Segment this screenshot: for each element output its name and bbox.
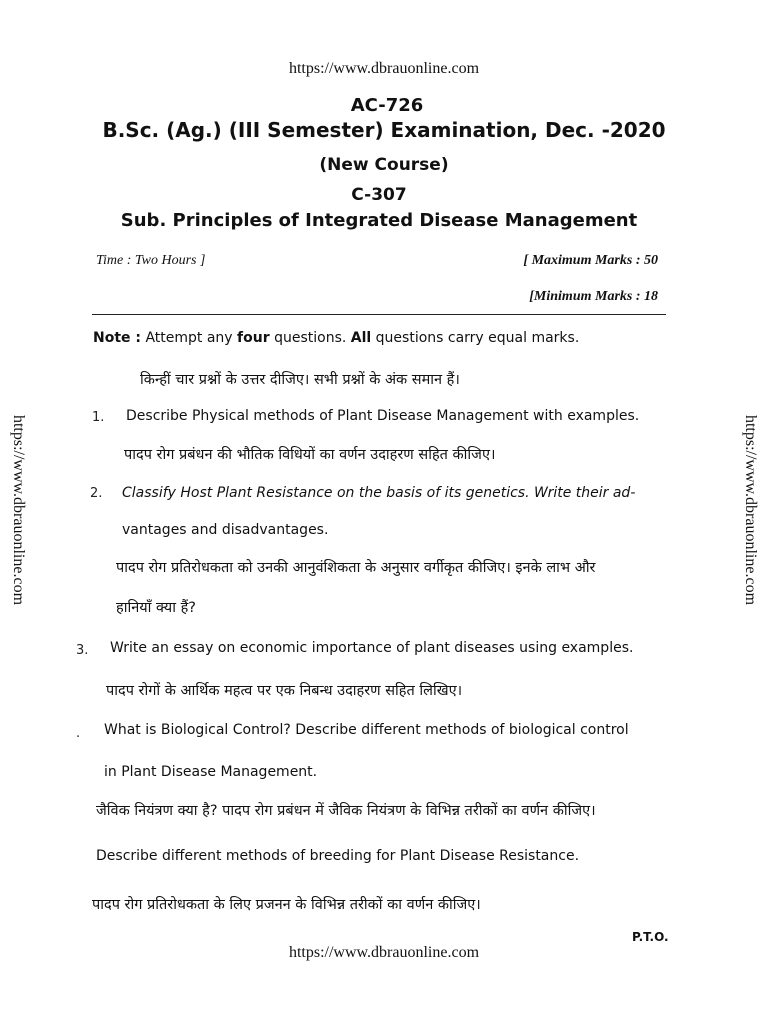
- q2-number: 2.: [90, 486, 103, 501]
- q4-english-line2: in Plant Disease Management.: [104, 764, 318, 780]
- watermark-right: https://www.dbrauonline.com: [742, 414, 759, 606]
- time-allowed: Time : Two Hours ]: [96, 253, 206, 268]
- watermark-left: https://www.dbrauonline.com: [10, 414, 27, 606]
- paper-number: C-307: [351, 185, 407, 205]
- q4-english-line1: What is Biological Control? Describe different methods of biological control: [104, 722, 629, 738]
- q1-hindi: पादप रोग प्रबंधन की भौतिक विधियों का वर्णन उदाहरण सहित कीजिए।: [124, 447, 496, 463]
- exam-title: B.Sc. (Ag.) (III Semester) Examination, Dec. -2020: [102, 118, 666, 142]
- q2-hindi-line1: पादप रोग प्रतिरोधकता को उनकी आनुवंशिकता के अनुसार वर्गीकृत कीजिए। इनके लाभ और: [116, 560, 596, 576]
- q2-english-line2: vantages and disadvantages.: [122, 522, 329, 538]
- watermark-bottom: https://www.dbrauonline.com: [288, 944, 480, 961]
- header-divider: [92, 314, 666, 315]
- paper-code: AC-726: [350, 95, 424, 116]
- minimum-marks: [Minimum Marks : 18: [529, 289, 658, 304]
- q3-number: 3.: [76, 643, 89, 658]
- q5-english: Describe different methods of breeding for Plant Disease Resistance.: [96, 848, 580, 864]
- maximum-marks: [ Maximum Marks : 50: [523, 253, 658, 268]
- q3-english: Write an essay on economic importance of plant diseases using examples.: [110, 640, 634, 656]
- note-english: [93, 330, 579, 346]
- q4-number: .: [76, 726, 81, 741]
- q3-hindi: पादप रोगों के आर्थिक महत्व पर एक निबन्ध उदाहरण सहित लिखिए।: [106, 683, 463, 699]
- pto-marker: P.T.O.: [632, 930, 669, 944]
- q4-hindi: जैविक नियंत्रण क्या है? पादप रोग प्रबंधन में जैविक नियंत्रण के विभिन्न तरीकों का वर्णन कीजिए।: [96, 803, 596, 819]
- course-type: (New Course): [319, 155, 449, 175]
- note-word-four: four: [237, 330, 270, 346]
- q1-english: Describe Physical methods of Plant Disease Management with examples.: [126, 408, 640, 424]
- subject-title: Sub. Principles of Integrated Disease Management: [120, 210, 638, 231]
- note-mid: questions.: [274, 330, 347, 346]
- q5-hindi: पादप रोग प्रतिरोधकता के लिए प्रजनन के विभिन्न तरीकों का वर्णन कीजिए।: [92, 897, 481, 913]
- q2-hindi-line2: हानियाँ क्या हैं?: [116, 600, 196, 616]
- note-pre: Attempt any: [145, 330, 233, 346]
- note-post: questions carry equal marks.: [375, 330, 580, 346]
- q2-english-line1: Classify Host Plant Resistance on the basis of its genetics. Write their ad-: [122, 485, 636, 501]
- q1-number: 1.: [92, 410, 105, 425]
- note-hindi: किन्हीं चार प्रश्नों के उत्तर दीजिए। सभी प्रश्नों के अंक समान हैं।: [140, 372, 460, 388]
- note-label: Note :: [93, 330, 141, 346]
- note-word-all: All: [350, 330, 372, 346]
- watermark-top: https://www.dbrauonline.com: [288, 60, 480, 77]
